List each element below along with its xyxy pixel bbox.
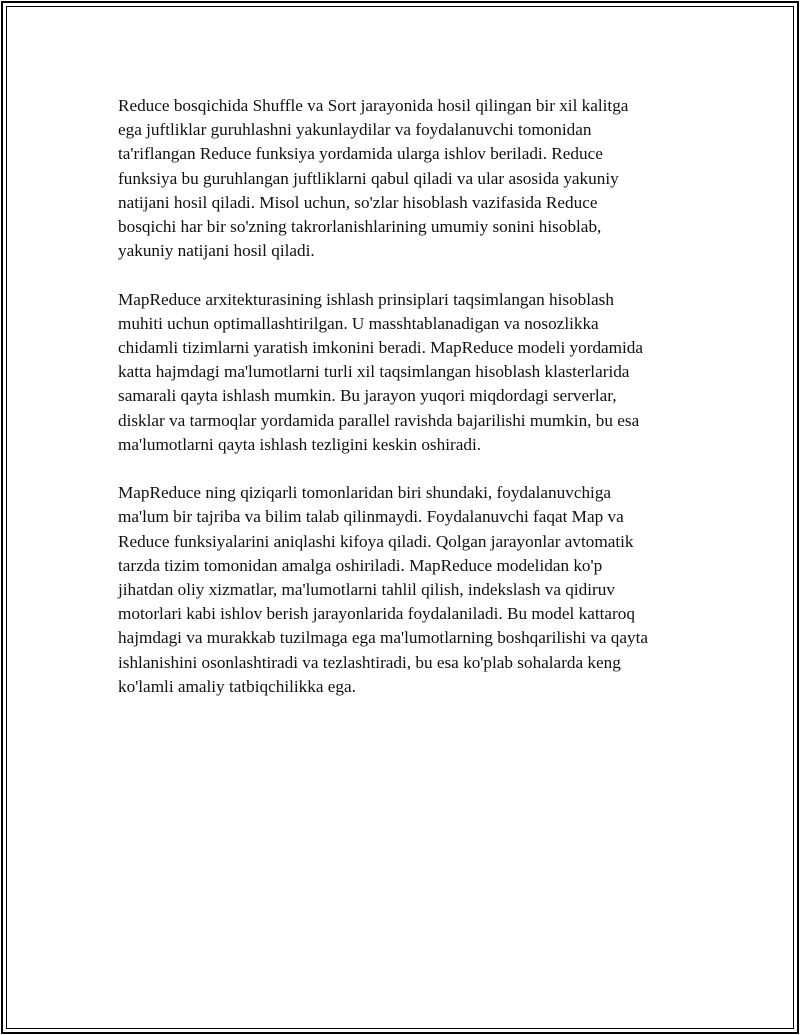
text-line: muhiti uchun optimallashtirilgan. U masshtablanadigan va nosozlikka <box>118 313 599 333</box>
paragraph-reduce-phase <box>118 94 698 263</box>
document-body <box>118 94 698 723</box>
text-line: Reduce funksiyalarini aniqlashi kifoya qiladi. Qolgan jarayonlar avtomatik <box>118 531 634 551</box>
text-line: disklar va tarmoqlar yordamida parallel ravishda bajarilishi mumkin, bu esa <box>118 410 640 430</box>
text-line: ma'lum bir tajriba va bilim talab qilinmaydi. Foydalanuvchi faqat Map va <box>118 507 624 527</box>
text-line: motorlari kabi ishlov berish jarayonlarida foydalaniladi. Bu model kattaroq <box>118 604 635 624</box>
text-line: ega juftliklar guruhlashni yakunlaydilar va foydalanuvchi tomonidan <box>118 120 592 140</box>
text-line: chidamli tizimlarni yaratish imkonini beradi. MapReduce modeli yordamida <box>118 338 644 358</box>
text-line: ishlanishini osonlashtiradi va tezlashtiradi, bu esa ko'plab sohalarda keng <box>118 652 621 672</box>
paragraph-architecture-principles <box>118 288 698 457</box>
text-line: jihatdan oliy xizmatlar, ma'lumotlarni tahlil qilish, indekslash va qidiruv <box>118 580 615 600</box>
paragraph-user-simplicity <box>118 481 698 699</box>
text-line: natijani hosil qiladi. Misol uchun, so'zlar hisoblash vazifasida Reduce <box>118 192 598 212</box>
text-line: samarali qayta ishlash mumkin. Bu jarayon yuqori miqdordagi serverlar, <box>118 386 617 406</box>
text-line: MapReduce ning qiziqarli tomonlaridan biri shundaki, foydalanuvchiga <box>118 483 612 503</box>
text-line: MapReduce arxitekturasining ishlash prinsiplari taqsimlangan hisoblash <box>118 289 614 309</box>
text-line: bosqichi har bir so'zning takrorlanishlarining umumiy sonini hisoblab, <box>118 217 602 237</box>
text-line: ko'lamli amaliy tatbiqchilikka ega. <box>118 676 356 696</box>
text-line: ma'lumotlarni qayta ishlash tezligini keskin oshiradi. <box>118 434 482 454</box>
text-line: Reduce bosqichida Shuffle va Sort jarayonida hosil qilingan bir xil kalitga <box>118 96 629 115</box>
text-line: ta'riflangan Reduce funksiya yordamida ularga ishlov beriladi. Reduce <box>118 144 603 164</box>
text-line: katta hajmdagi ma'lumotlarni turli xil taqsimlangan hisoblash klasterlarida <box>118 362 630 382</box>
text-line: funksiya bu guruhlangan juftliklarni qabul qiladi va ular asosida yakuniy <box>118 168 619 188</box>
text-line: hajmdagi va murakkab tuzilmaga ega ma'lumotlarning boshqarilishi va qayta <box>118 628 649 648</box>
text-line: yakuniy natijani hosil qiladi. <box>118 241 315 261</box>
text-line: tarzda tizim tomonidan amalga oshiriladi. MapReduce modelidan ko'p <box>118 555 603 575</box>
